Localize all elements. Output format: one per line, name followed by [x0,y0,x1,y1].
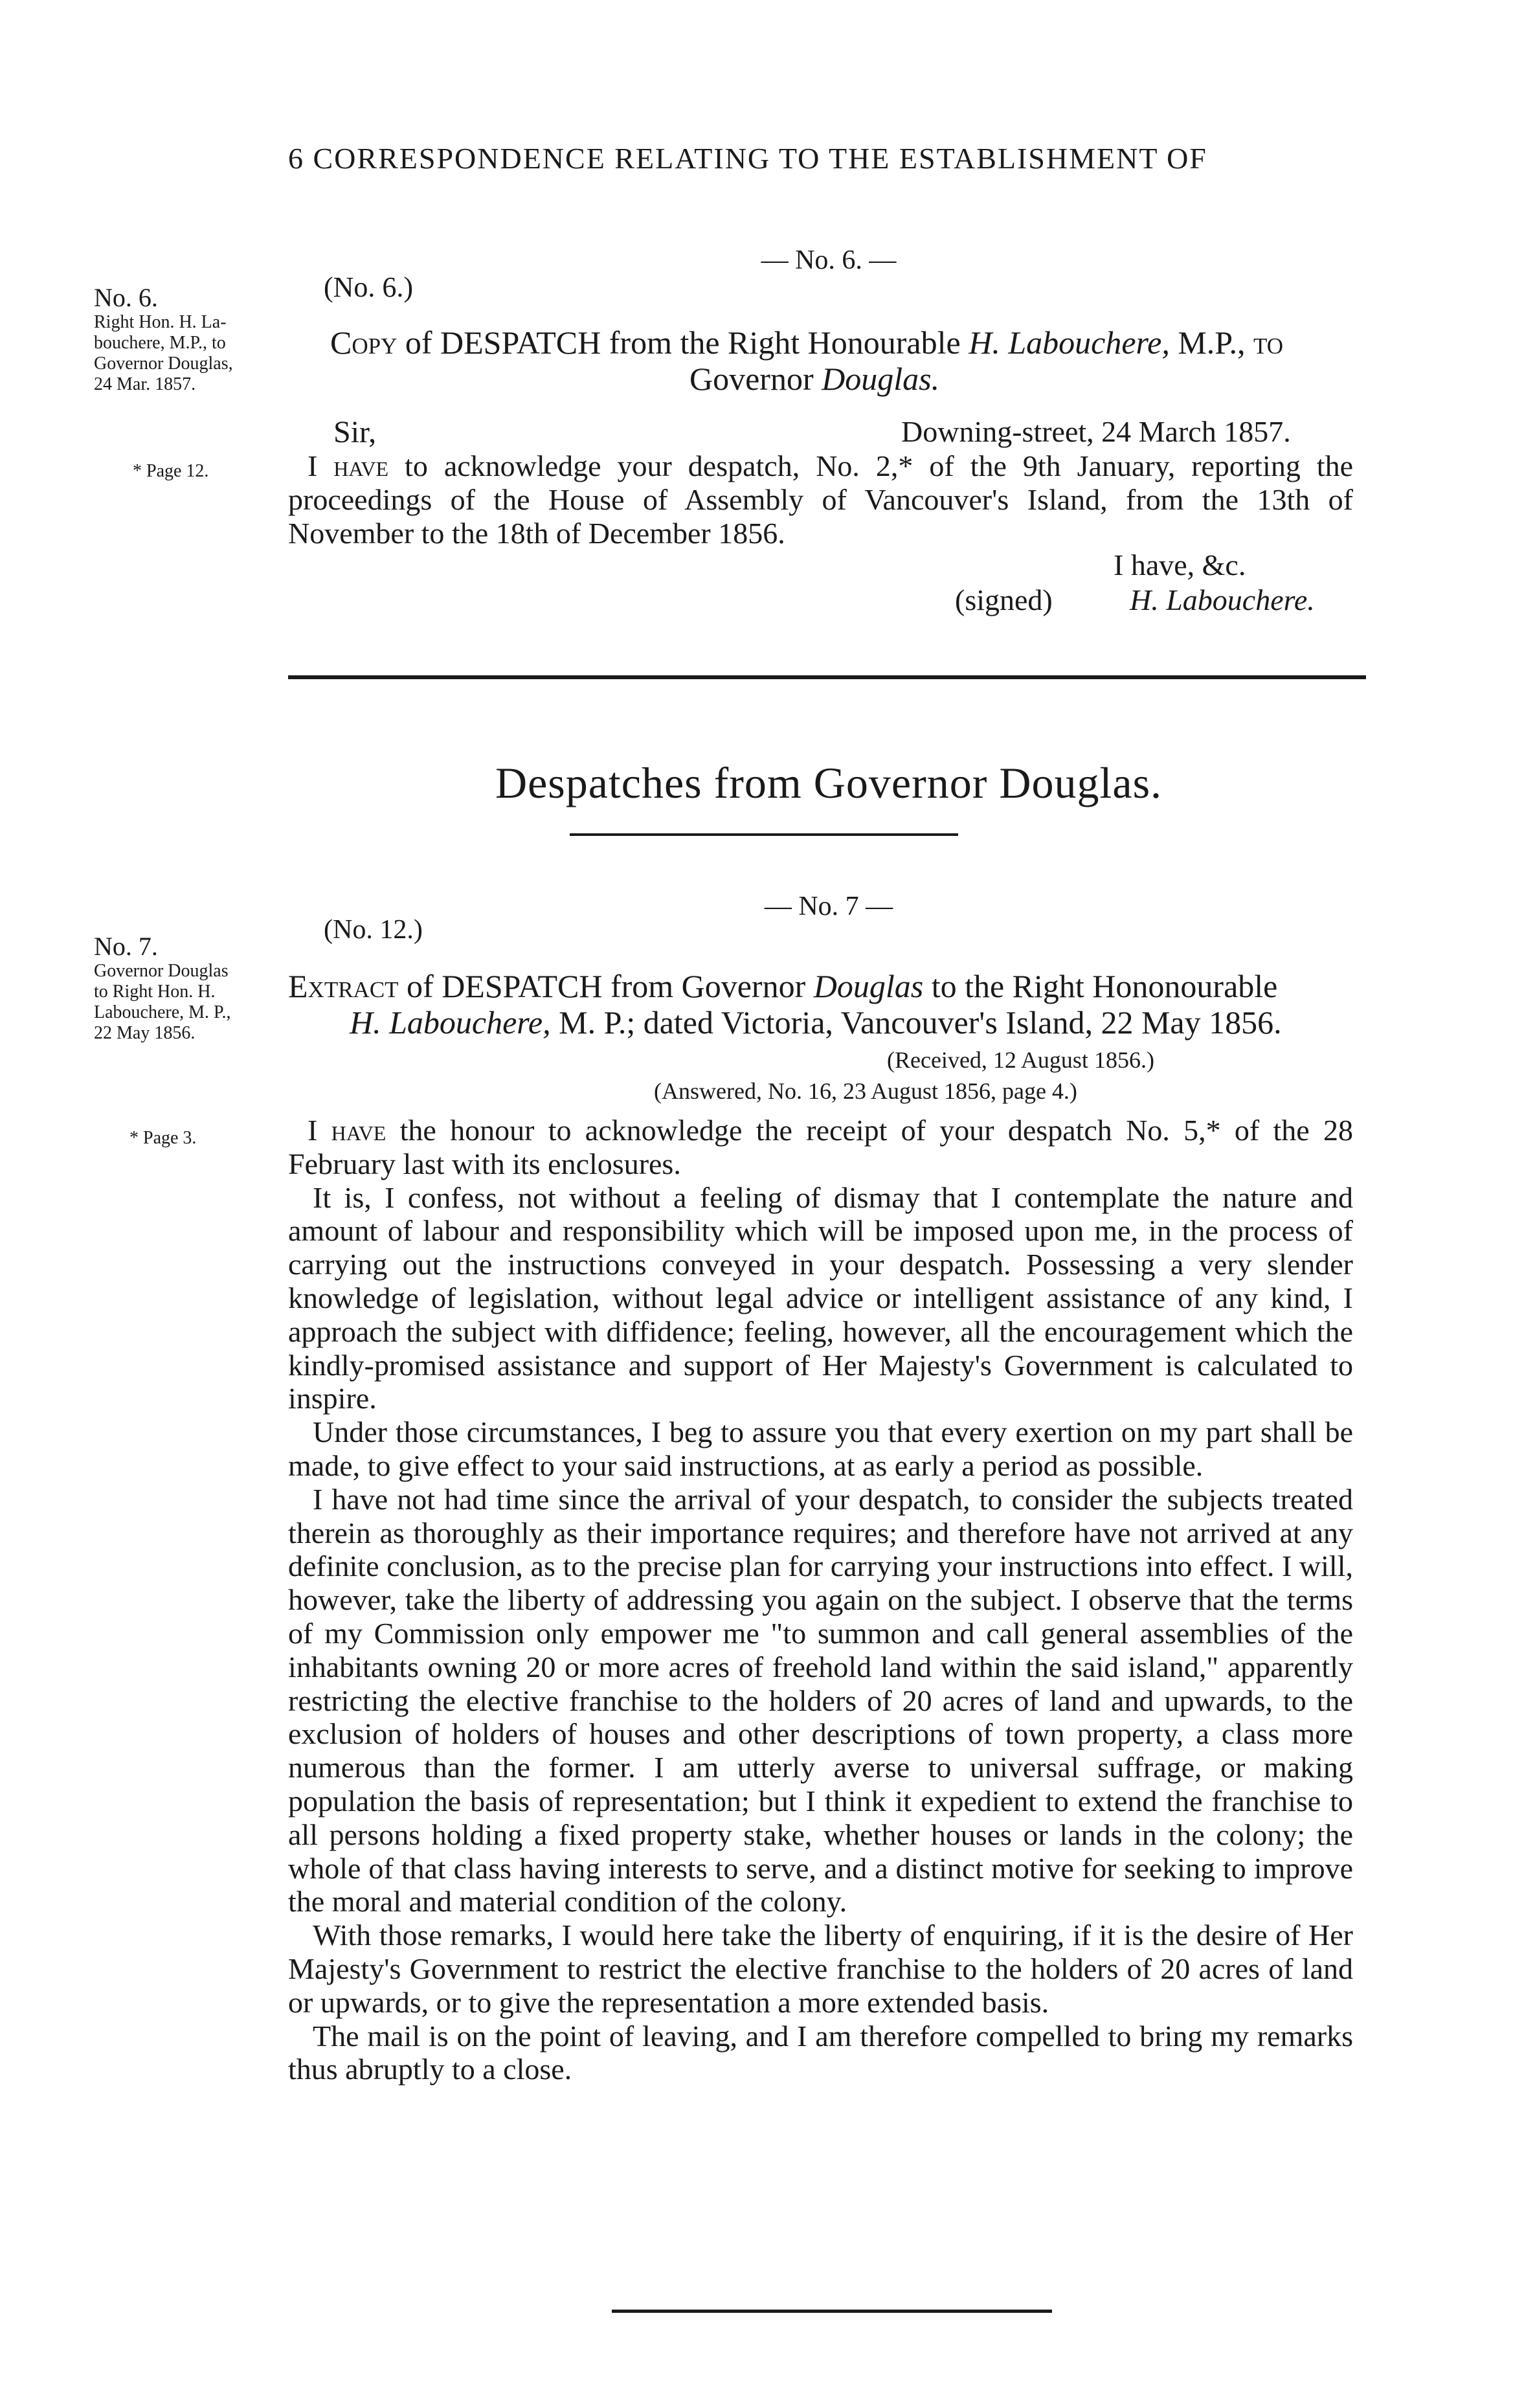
margin-line: to Right Hon. H. [94,982,216,1002]
heading-underline [570,833,958,836]
despatch-7-margin-note [94,932,231,1044]
title-name: H. Labouchere, [969,324,1170,361]
section-heading: Despatches from Governor Douglas. [495,758,1163,807]
body-text: to acknowledge your despatch, No. 2,* of the 9th January, reporting the proceedings of the House of Assembly of Vancouver's Island, from the 13th of November to the 18th of December 1856. [288,449,1353,550]
margin-line: Labouchere, M. P., [94,1002,231,1022]
section-divider [288,675,1366,679]
title-text: M.P., to [1169,324,1284,361]
margin-line: 24 Mar. 1857. [94,374,196,394]
despatch-6-number: — No. 6. — [761,245,897,275]
paragraph: With those remarks, I would here take the liberty of enquiring, if it is the desire of Her Majesty's Government to restrict the elective franchise to the holders of 20 acres of land or upwards, or to give the representation a more extended basis. [288,1919,1353,2019]
despatch-7-paren-number: (No. 12.) [324,915,423,945]
despatch-7-title-line-2 [350,1004,1282,1041]
margin-number: No. 6. [94,283,158,312]
margin-line: Right Hon. H. La- [94,312,227,332]
margin-line: 22 May 1856. [94,1023,196,1043]
despatch-7-body [288,1114,1353,2086]
margin-line: Governor Douglas [94,961,229,981]
despatch-6-body [288,449,1353,550]
despatch-6-title-line-2 [689,360,939,398]
despatch-6-paren-number: (No. 6.) [324,271,414,303]
paragraph: I have not had time since the arrival of your despatch, to consider the subjects treated therein as thoroughly as their importance requires; and therefore have not arrived at any definite conclusion, as to the precise plan for carrying your instructions into effect. I will, however, take the liberty of addressing you again on the subject. I observe that the terms of my Commission only empower me "to summon and call general assemblies of the inhabitants owning 20 or more acres of freehold land within the said island," apparently restricting the elective franchise to the holders of 20 acres of land and upwards, to the exclusion of holders of houses and other descriptions of town property, a class more numerous than the former. I am utterly averse to universal suffrage, or making population the basis of representation; but I think it expedient to extend the franchise to all persons holding a fixed property stake, whether houses or lands in the colony; the whole of that class having interests to serve, and a distinct motive for seeking to improve the moral and material condition of the colony. [288,1482,1353,1919]
despatch-6-salutation: Sir, [333,415,377,449]
despatch-6-place-date: Downing-street, 24 March 1857. [901,415,1291,448]
despatch-6-closing: I have, &c. [1114,548,1246,581]
margin-line: Governor Douglas, [94,354,233,374]
despatch-7-number: — No. 7 — [764,892,893,921]
despatch-6-title-line-1 [330,324,1283,361]
lead-word: I have [308,449,389,482]
despatch-6-margin-ref: * Page 12. [133,461,209,481]
title-text: of DESPATCH from Governor [398,968,814,1004]
body-text: the honour to acknowledge the receipt of your despatch No. 5,* of the 28 February last with its enclosures. [288,1114,1353,1180]
paragraph: The mail is on the point of leaving, and I am therefore compelled to bring my remarks thus abruptly to a close. [288,2019,1353,2086]
title-text: to the Right Hononourable [923,968,1278,1004]
margin-number: No. 7. [94,932,158,961]
title-name: Douglas. [822,361,940,397]
title-extract-word: Extract [288,968,399,1004]
paragraph: Under those circumstances, I beg to assure you that every exertion on my part shall be made, to give effect to your said instructions, at as early a period as possible. [288,1415,1353,1482]
running-head: 6 CORRESPONDENCE RELATING TO THE ESTABLISHMENT OF [288,142,1207,175]
despatch-6-signature: H. Labouchere. [1130,583,1315,616]
paragraph: It is, I confess, not without a feeling of dismay that I contemplate the nature and amount of labour and responsibility which will be imposed upon me, in the process of carrying out the instructions conveyed in your despatch. Possessing a very slender knowledge of legislation, without legal advice or intelligent assistance of any kind, I approach the subject with diffidence; feeling, however, all the encouragement which the kindly-promised assistance and support of Her Majesty's Government is calculated to inspire. [288,1180,1353,1415]
lead-word: I have [308,1114,387,1147]
end-rule [612,2310,1052,2313]
title-name: H. Labouchere, [350,1004,551,1041]
title-copy-word: Copy [330,324,398,361]
despatch-7-title-line-1 [288,967,1277,1005]
title-text: of DESPATCH from the Right Honourable [397,324,969,361]
despatch-7-margin-ref: * Page 3. [129,1128,197,1148]
title-name: Douglas [813,968,924,1004]
title-text: M. P.; dated Victoria, Vancouver's Island, 22 May 1856. [550,1004,1282,1041]
paragraph [288,1114,1353,1181]
margin-line: bouchere, M.P., to [94,333,226,353]
title-text: Governor [689,361,822,397]
despatch-6-signed: (signed) [955,583,1053,616]
despatch-6-margin-note [94,284,233,395]
despatch-7-answered: (Answered, No. 16, 23 August 1856, page 4.) [654,1078,1077,1104]
despatch-7-received: (Received, 12 August 1856.) [887,1047,1154,1073]
